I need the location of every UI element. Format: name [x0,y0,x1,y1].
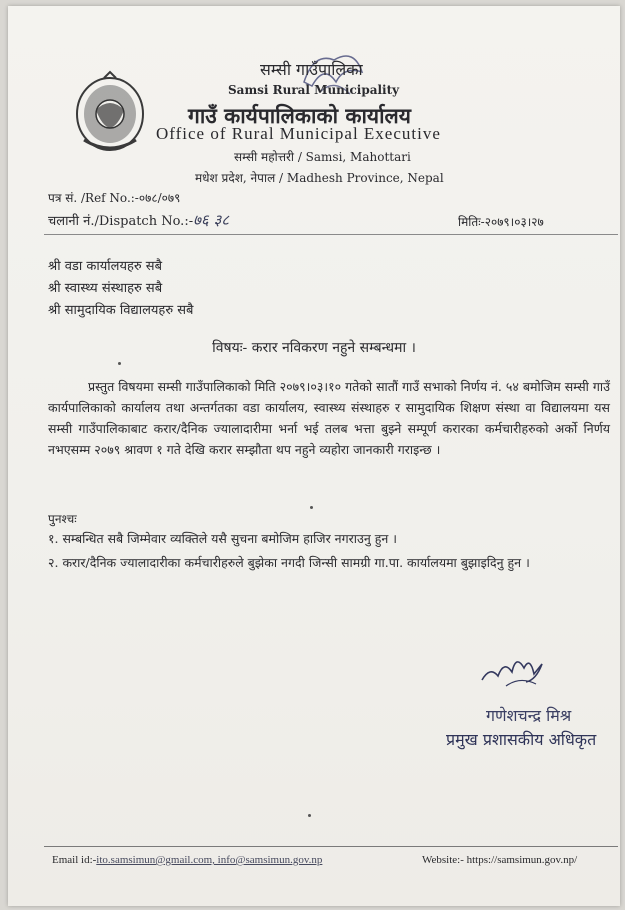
reference-number: पत्र सं. /Ref No.:-०७८/०७९ [48,191,181,205]
dispatch-label: चलानी नं./Dispatch No.:- [48,214,194,229]
letter-page [8,6,620,906]
office-name-np: गाउँ कार्यपालिकाको कार्यालय [188,103,411,128]
footer-email [52,854,322,866]
speck [310,506,313,509]
email-label: Email id:- [52,854,97,866]
letter-date: मितिः-२०७९।०३।२७ [458,215,544,229]
footer-divider [44,846,618,847]
dispatch-value: ७६ ३८ [193,211,230,229]
speck [308,814,311,817]
signatory-title: प्रमुख प्रशासकीय अधिकृत [446,730,597,749]
municipality-emblem-icon [74,70,146,154]
speck [118,362,121,365]
signatory-name: गणेशचन्द्र मिश्र [486,706,572,725]
postscript-item: १. सम्बन्धित सबै जिम्मेवार व्यक्तिले यसै सुचना बमोजिम हाजिर नगराउनु हुन । [48,531,398,546]
municipality-name-en: Samsi Rural Municipality [228,83,400,97]
recipient-line: श्री स्वास्थ्य संस्थाहरु सबै [48,281,163,296]
letter-body [48,376,610,460]
office-location: सम्सी महोत्तरी / Samsi, Mahottari [234,150,411,164]
office-name-en: Office of Rural Municipal Executive [156,124,441,143]
header-divider [44,234,618,235]
dispatch-number [48,210,229,230]
postscript-item: २. करार/दैनिक ज्यालादारीका कर्मचारीहरुले बुझेका नगदी जिन्सी सामग्री गा.पा. कार्यालयमा बुझाइदिनु हुन । [48,555,530,570]
signature-icon [476,646,556,696]
postscript-label: पुनश्चः [48,512,77,526]
footer-website[interactable]: Website:- https://samsimun.gov.np/ [422,854,578,866]
recipient-line: श्री सामुदायिक विद्यालयहरु सबै [48,303,194,318]
recipient-line: श्री वडा कार्यालयहरु सबै [48,259,163,274]
letter-subject: विषयः- करार नविकरण नहुने सम्बन्धमा । [212,340,416,356]
municipality-name-np: सम्सी गाउँपालिका [260,60,363,79]
letter-body-text: प्रस्तुत विषयमा सम्सी गाउँपालिकाको मिति २०७९।०३।१० गतेको सातौं गाउँ सभाको निर्णय नं. ५४ बमोजिम सम्सी गाउँ कार्यपालिकाको कार्यालय तथा अन्तर्गतका वडा कार्यालय, स्वास्थ्य संस्थाहरु र सामुदायिक शिक्षण संस्था वा विद्यालयमा यस सम्सी गाउँपालिकाबाट करार/दैनिक ज्यालादारीमा भर्ना भई तलब भत्ता बुझ्ने सम्पूर्ण करारका कर्मचारीहरुको अर्को निर्णय नभएसम्म २०७९ श्रावण १ गते देखि करार सम्झौता थप नहुने व्यहोरा जानकारी गराइन्छ । [48,379,610,457]
office-province: मधेश प्रदेश, नेपाल / Madhesh Province, Nepal [195,171,444,185]
email-link[interactable]: ito.samsimun@gmail.com, info@samsimun.gov.np [96,854,323,866]
